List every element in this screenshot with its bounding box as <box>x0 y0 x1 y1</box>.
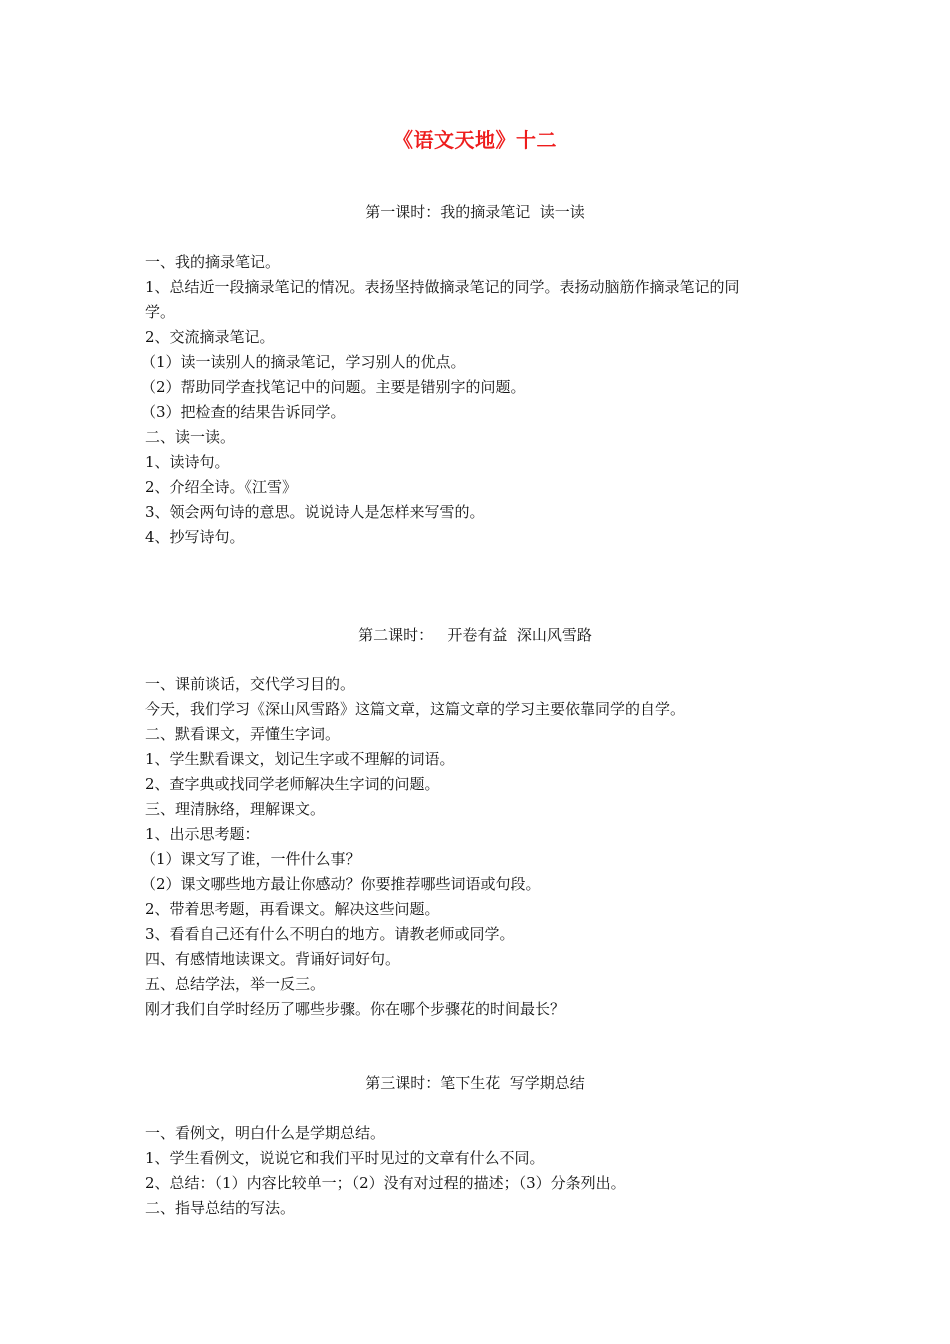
text-line: 2、查字典或找同学老师解决生字词的问题。 <box>145 775 440 793</box>
text-line: 三、理清脉络，理解课文。 <box>145 800 326 818</box>
text-line: 二、指导总结的写法。 <box>145 1199 296 1217</box>
text-line: 2、介绍全诗。《江雪》 <box>145 478 298 496</box>
text-line: 4、抄写诗句。 <box>145 528 245 546</box>
text-line: 1、出示思考题： <box>145 825 260 843</box>
text-line: 3、看看自己还有什么不明白的地方。请教老师或同学。 <box>145 925 515 943</box>
document-title: 《语文天地》十二 <box>393 128 557 152</box>
text-line: 1、读诗句。 <box>145 453 230 471</box>
text-line: （2）帮助同学查找笔记中的问题。主要是错别字的问题。 <box>141 378 526 396</box>
text-line: 一、我的摘录笔记。 <box>145 253 281 271</box>
section-2-body <box>141 672 815 1022</box>
text-line: 1、学生看例文，说说它和我们平时见过的文章有什么不同。 <box>145 1149 545 1167</box>
text-line: 2、交流摘录笔记。 <box>145 328 275 346</box>
section-2-heading: 第二课时： 开卷有益 深山风雪路 <box>358 626 592 644</box>
text-line: 3、领会两句诗的意思。说说诗人是怎样来写雪的。 <box>145 503 485 521</box>
text-line: 刚才我们自学时经历了哪些步骤。你在哪个步骤花的时间最长？ <box>145 1000 566 1018</box>
text-line: 1、学生默看课文，划记生字或不理解的词语。 <box>145 750 455 768</box>
section-1-body <box>141 250 815 550</box>
text-line: 四、有感情地读课文。背诵好词好句。 <box>145 950 401 968</box>
text-line: （2）课文哪些地方最让你感动？你要推荐哪些词语或句段。 <box>141 875 541 893</box>
section-1-heading: 第一课时：我的摘录笔记 读一读 <box>365 203 585 221</box>
text-line: 一、看例文，明白什么是学期总结。 <box>145 1124 386 1142</box>
text-line: 二、读一读。 <box>145 428 236 446</box>
section-3-body <box>145 1121 815 1221</box>
text-line: （1）课文写了谁，一件什么事？ <box>141 850 361 868</box>
text-line: 一、课前谈话，交代学习目的。 <box>145 675 356 693</box>
text-line: 1、总结近一段摘录笔记的情况。表扬坚持做摘录笔记的同学。表扬动脑筋作摘录笔记的同 <box>145 278 740 296</box>
text-line: 2、总结：（1）内容比较单一；（2）没有对过程的描述；（3）分条列出。 <box>145 1174 626 1192</box>
text-line: 学。 <box>145 303 176 321</box>
section-3-heading: 第三课时：笔下生花 写学期总结 <box>365 1074 585 1092</box>
text-line: 今天，我们学习《深山风雪路》这篇文章，这篇文章的学习主要依靠同学的自学。 <box>145 700 686 718</box>
text-line: 二、默看课文，弄懂生字词。 <box>145 725 341 743</box>
text-line: （1）读一读别人的摘录笔记，学习别人的优点。 <box>141 353 466 371</box>
text-line: 五、总结学法，举一反三。 <box>145 975 326 993</box>
text-line: 2、带着思考题，再看课文。解决这些问题。 <box>145 900 440 918</box>
text-line: （3）把检查的结果告诉同学。 <box>141 403 346 421</box>
